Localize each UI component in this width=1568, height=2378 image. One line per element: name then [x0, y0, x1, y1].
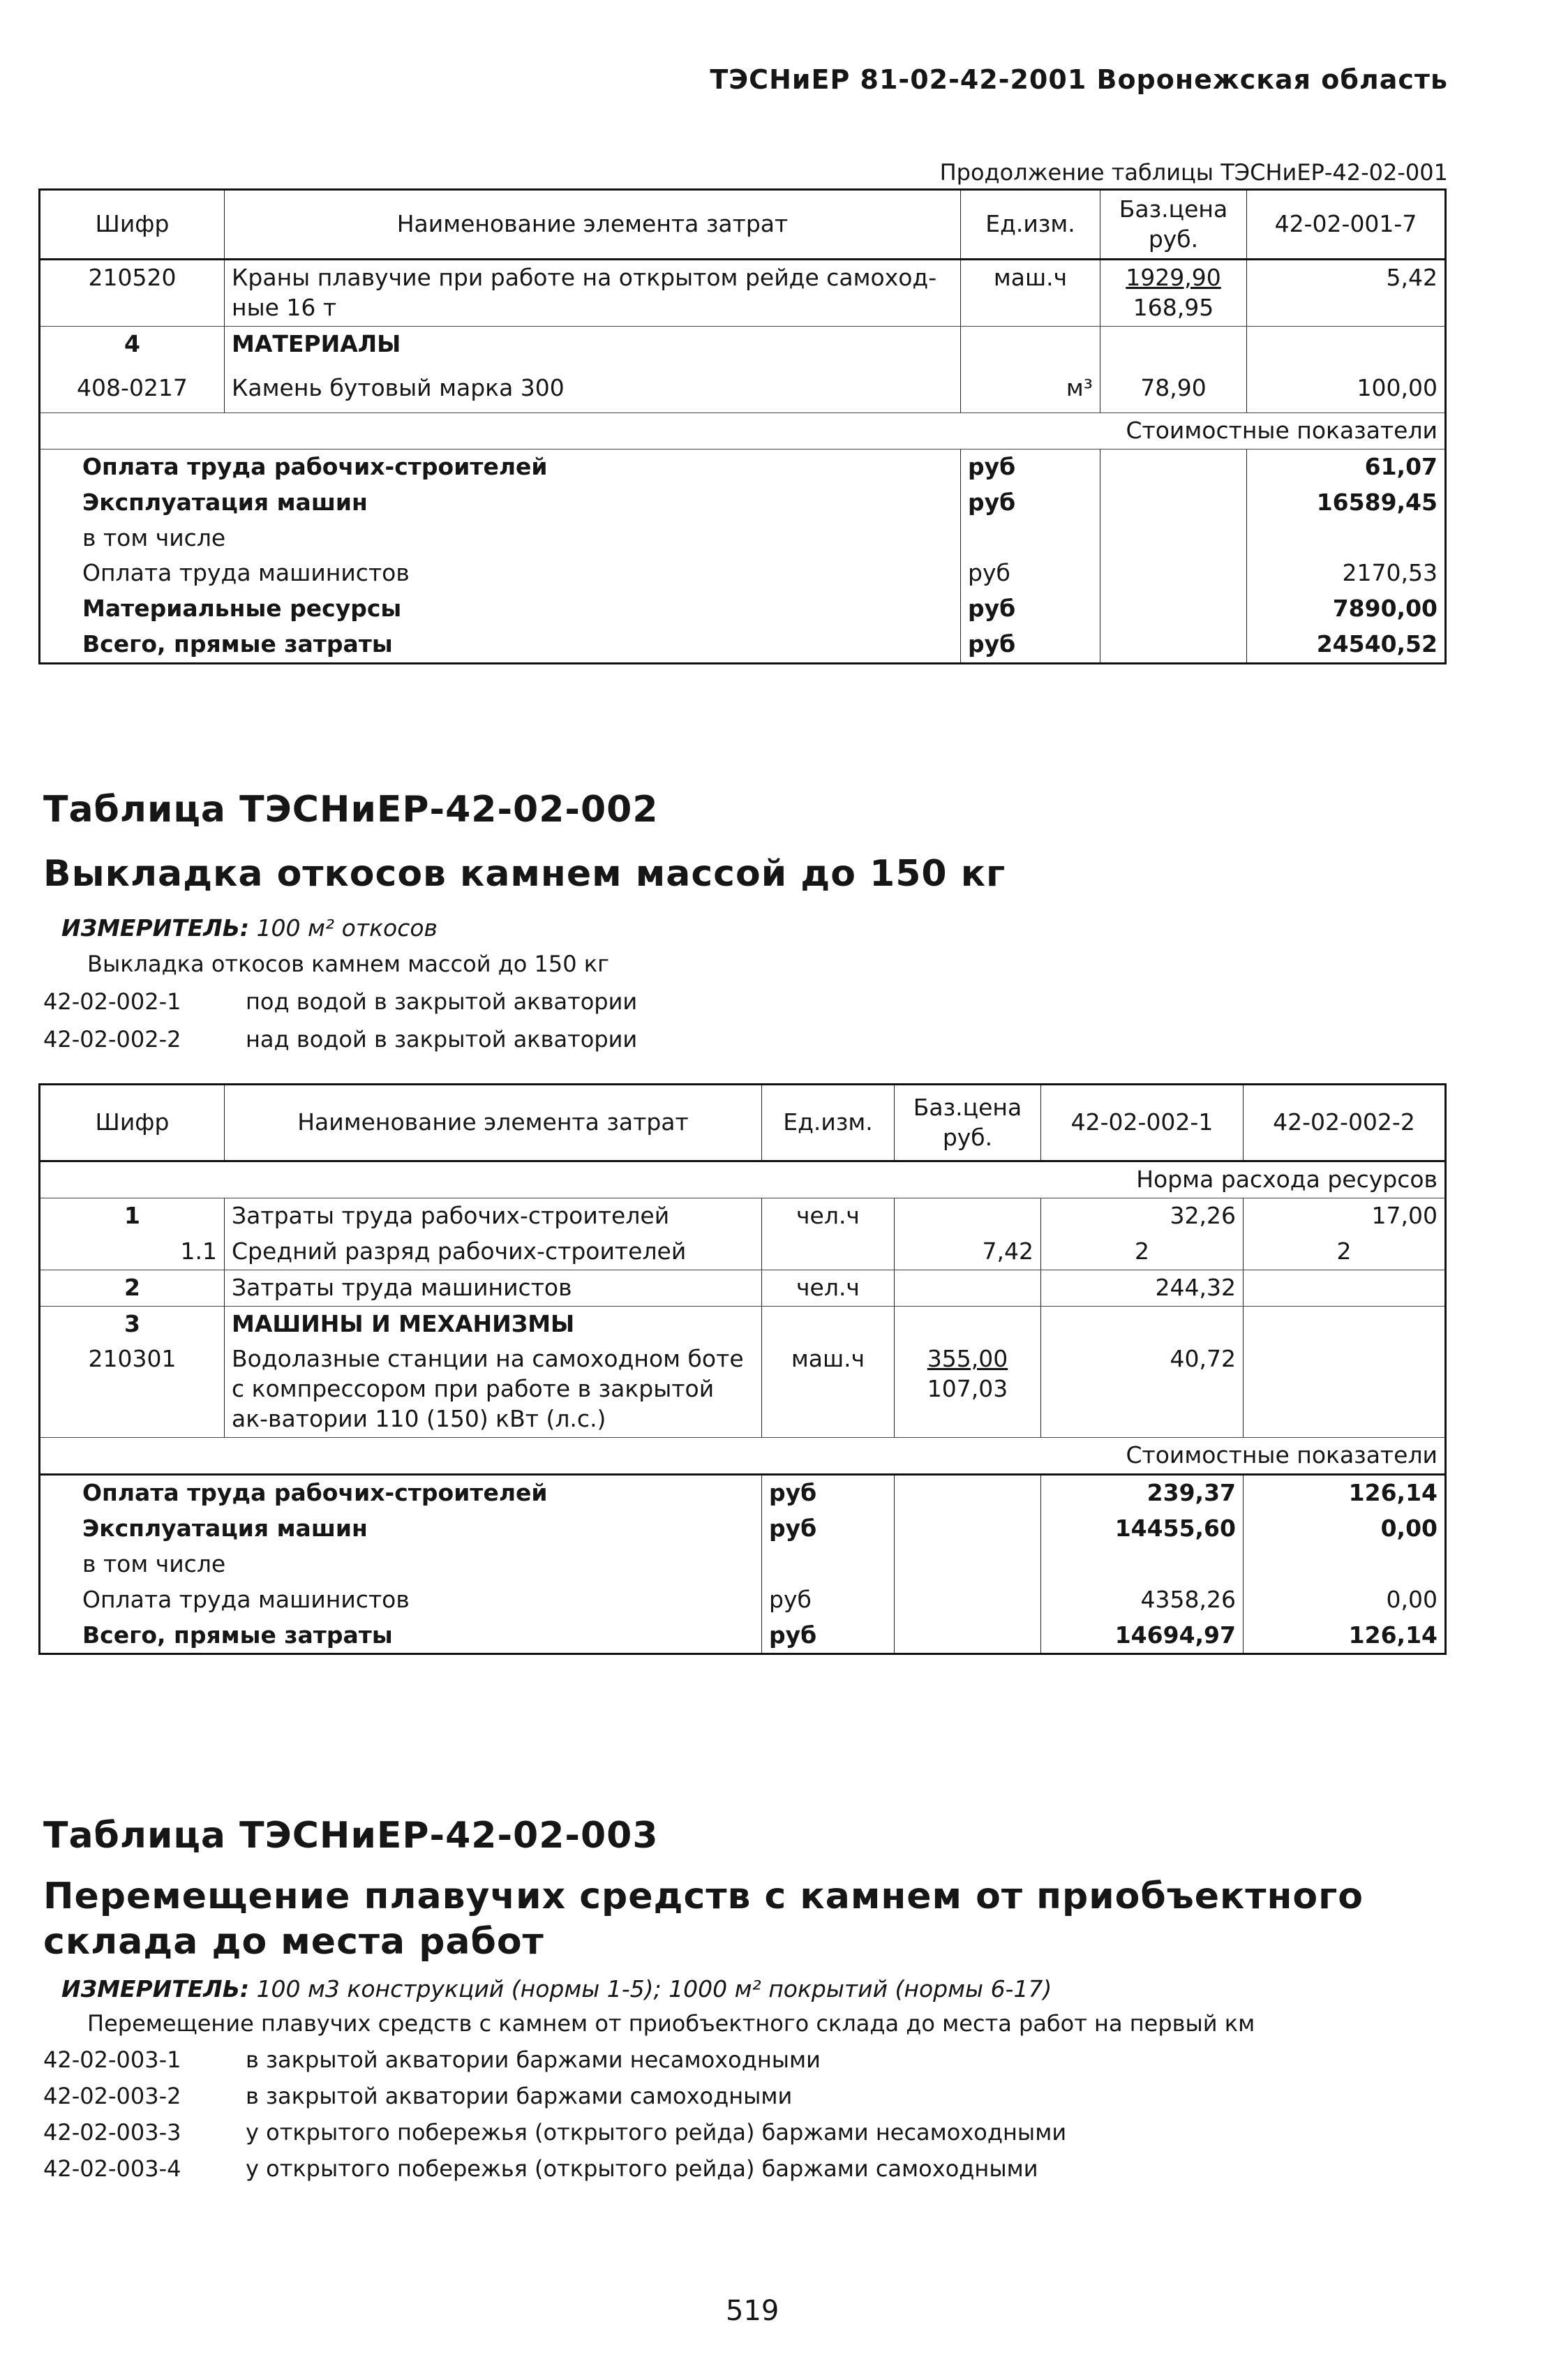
- table-row: [40, 1234, 1446, 1270]
- row-name: Камень бутовый марка 300: [225, 371, 961, 413]
- row-name: Средний разряд рабочих-строителей: [225, 1234, 762, 1270]
- cost-row: [40, 1618, 1446, 1654]
- cost-value: 2170,53: [1247, 556, 1446, 591]
- cost-name: Материальные ресурсы: [40, 591, 961, 627]
- cost-value: 16589,45: [1247, 485, 1446, 521]
- col-header-name: Наименование элемента затрат: [225, 190, 961, 260]
- cost-value-2: 126,14: [1244, 1618, 1446, 1654]
- page-number: 519: [726, 2295, 779, 2327]
- cost-unit: руб: [961, 556, 1100, 591]
- code-line: [43, 2046, 821, 2073]
- row-norm-2: 2: [1244, 1234, 1446, 1270]
- norm-code: 42-02-002-2: [43, 1026, 181, 1053]
- norm-code: 42-02-003-1: [43, 2046, 181, 2073]
- row-code: 1.1: [40, 1234, 225, 1270]
- cost-unit: руб: [961, 485, 1100, 521]
- measure-value: 100 м² откосов: [256, 914, 438, 942]
- cost-name: Эксплуатация машин: [40, 485, 961, 521]
- cost-value: 61,07: [1247, 449, 1446, 484]
- row-norm-1: 32,26: [1041, 1198, 1244, 1233]
- cost-row: [40, 627, 1446, 663]
- cost-band-label: Стоимостные показатели: [40, 413, 1446, 449]
- measure-line: [61, 1975, 1052, 2002]
- cost-name: Эксплуатация машин: [40, 1511, 762, 1547]
- cost-name: в том числе: [40, 1547, 762, 1582]
- col-header-norm-2: 42-02-002-2: [1244, 1085, 1446, 1161]
- row-price-top: 355,00: [927, 1345, 1008, 1373]
- cost-value-2: 0,00: [1244, 1511, 1446, 1547]
- measure-line: [61, 914, 438, 942]
- cost-value-2: 0,00: [1244, 1582, 1446, 1618]
- row-code: 3: [40, 1306, 225, 1342]
- row-unit: маш.ч: [762, 1342, 895, 1437]
- cost-value-1: 14455,60: [1041, 1511, 1244, 1547]
- measure-label: ИЗМЕРИТЕЛЬ:: [61, 914, 250, 942]
- cost-row: [40, 591, 1446, 627]
- cost-value: 24540,52: [1247, 627, 1446, 663]
- row-code: 2: [40, 1270, 225, 1306]
- row-norm-1: 2: [1041, 1234, 1244, 1270]
- row-price: 78,90: [1100, 371, 1247, 413]
- row-price-top: 1929,90: [1126, 264, 1221, 291]
- cost-unit: руб: [961, 627, 1100, 663]
- table-row: [40, 326, 1446, 371]
- cost-row: [40, 1511, 1446, 1547]
- norm-desc: у открытого побережья (открытого рейда) баржами несамоходными: [246, 2119, 1067, 2146]
- row-norm-1: 244,32: [1041, 1270, 1244, 1306]
- code-line: [43, 988, 637, 1015]
- cost-name: Всего, прямые затраты: [40, 1618, 762, 1654]
- row-name: Затраты труда машинистов: [225, 1270, 762, 1306]
- cost-name: Оплата труда машинистов: [40, 1582, 762, 1618]
- cost-name: Всего, прямые затраты: [40, 627, 961, 663]
- row-norm: 5,42: [1247, 260, 1446, 327]
- table-row: [40, 1270, 1446, 1306]
- norm-desc: над водой в закрытой акватории: [246, 1026, 638, 1053]
- measure-value: 100 м3 конструкций (нормы 1-5); 1000 м² покрытий (нормы 6-17): [256, 1975, 1052, 2002]
- row-norm-2: 17,00: [1244, 1198, 1446, 1233]
- row-name: МАШИНЫ И МЕХАНИЗМЫ: [225, 1306, 762, 1342]
- cost-band-label: Стоимостные показатели: [40, 1438, 1446, 1475]
- norm-code: 42-02-003-2: [43, 2083, 181, 2109]
- table-row: [40, 260, 1446, 327]
- row-name: Водолазные станции на самоходном боте с компрессором при работе в закрытой ак-ватории 110 (150) кВт (л.с.): [225, 1342, 762, 1437]
- table-row: [40, 1198, 1446, 1233]
- table-42-02-001: [38, 188, 1447, 664]
- cost-unit: руб: [961, 591, 1100, 627]
- code-line: [43, 1026, 637, 1053]
- cost-value-1: 14694,97: [1041, 1618, 1244, 1654]
- row-code: 210520: [40, 260, 225, 327]
- table-continuation-caption: Продолжение таблицы ТЭСНиЕР-42-02-001: [939, 159, 1448, 186]
- cost-row: [40, 1582, 1446, 1618]
- row-name: МАТЕРИАЛЫ: [225, 326, 961, 371]
- row-price: 7,42: [895, 1234, 1041, 1270]
- cost-row: [40, 1475, 1446, 1511]
- col-header-code: Шифр: [40, 1085, 225, 1161]
- document-header: ТЭСНиЕР 81-02-42-2001 Воронежская область: [710, 64, 1448, 95]
- row-code: 4: [40, 326, 225, 371]
- row-price-bottom: 107,03: [927, 1375, 1008, 1403]
- col-header-code: Шифр: [40, 190, 225, 260]
- cost-name: Оплата труда рабочих-строителей: [40, 449, 961, 484]
- col-header-norm: 42-02-001-7: [1247, 190, 1446, 260]
- cost-value-2: 126,14: [1244, 1475, 1446, 1511]
- cost-row: [40, 521, 1446, 556]
- table-row: [40, 371, 1446, 413]
- norm-desc: у открытого побережья (открытого рейда) баржами самоходными: [246, 2155, 1038, 2182]
- row-name: Краны плавучие при работе на открытом рейде самоход-ные 16 т: [225, 260, 961, 327]
- row-code: 1: [40, 1198, 225, 1233]
- col-header-unit: Ед.изм.: [961, 190, 1100, 260]
- cost-name: Оплата труда машинистов: [40, 556, 961, 591]
- code-line: [43, 2119, 1066, 2146]
- norm-code: 42-02-003-4: [43, 2155, 181, 2182]
- col-header-name: Наименование элемента затрат: [225, 1085, 762, 1161]
- table-title: Таблица ТЭСНиЕР-42-02-003: [43, 1815, 659, 1857]
- row-unit: м³: [961, 371, 1100, 413]
- row-unit: чел.ч: [762, 1270, 895, 1306]
- table-row: [40, 1342, 1446, 1437]
- table-subtitle: Перемещение плавучих средств с камнем от приобъектного склада до места работ: [43, 1875, 1364, 1963]
- table-subtitle: Выкладка откосов камнем массой до 150 кг: [43, 853, 1006, 895]
- col-header-unit: Ед.изм.: [762, 1085, 895, 1161]
- cost-row: [40, 485, 1446, 521]
- measure-label: ИЗМЕРИТЕЛЬ:: [61, 1975, 250, 2002]
- row-norm: 100,00: [1247, 371, 1446, 413]
- table-title: Таблица ТЭСНиЕР-42-02-002: [43, 789, 659, 831]
- cost-row: [40, 1547, 1446, 1582]
- cost-unit: руб: [762, 1582, 895, 1618]
- row-code: 408-0217: [40, 371, 225, 413]
- cost-unit: руб: [762, 1618, 895, 1654]
- col-header-price: Баз.цена руб.: [1100, 190, 1247, 260]
- col-header-price: Баз.цена руб.: [895, 1085, 1041, 1161]
- cost-value-1: 4358,26: [1041, 1582, 1244, 1618]
- cost-name: Оплата труда рабочих-строителей: [40, 1475, 762, 1511]
- cost-unit: руб: [762, 1511, 895, 1547]
- row-unit: чел.ч: [762, 1198, 895, 1233]
- table-row: [40, 1306, 1446, 1342]
- cost-unit: руб: [961, 449, 1100, 484]
- code-line: [43, 2155, 1038, 2182]
- row-code: 210301: [40, 1342, 225, 1437]
- table-42-02-002: [38, 1083, 1447, 1655]
- row-norm-1: 40,72: [1041, 1342, 1244, 1437]
- cost-row: [40, 449, 1446, 484]
- norm-code: 42-02-002-1: [43, 988, 181, 1015]
- row-unit: маш.ч: [961, 260, 1100, 327]
- norm-desc: под водой в закрытой акватории: [246, 988, 638, 1015]
- norm-desc: в закрытой акватории баржами несамоходными: [246, 2046, 821, 2073]
- measure-note: Выкладка откосов камнем массой до 150 кг: [87, 951, 609, 977]
- norm-desc: в закрытой акватории баржами самоходными: [246, 2083, 793, 2109]
- cost-row: [40, 556, 1446, 591]
- code-line: [43, 2083, 792, 2109]
- row-price-bottom: 168,95: [1133, 293, 1214, 321]
- row-name: Затраты труда рабочих-строителей: [225, 1198, 762, 1233]
- cost-unit: руб: [762, 1475, 895, 1511]
- cost-value: 7890,00: [1247, 591, 1446, 627]
- measure-note: Перемещение плавучих средств с камнем от приобъектного склада до места работ на первый км: [87, 2010, 1255, 2037]
- norm-code: 42-02-003-3: [43, 2119, 181, 2146]
- col-header-norm-1: 42-02-002-1: [1041, 1085, 1244, 1161]
- cost-name: в том числе: [40, 521, 961, 556]
- cost-value-1: 239,37: [1041, 1475, 1244, 1511]
- norm-band-label: Норма расхода ресурсов: [40, 1161, 1446, 1198]
